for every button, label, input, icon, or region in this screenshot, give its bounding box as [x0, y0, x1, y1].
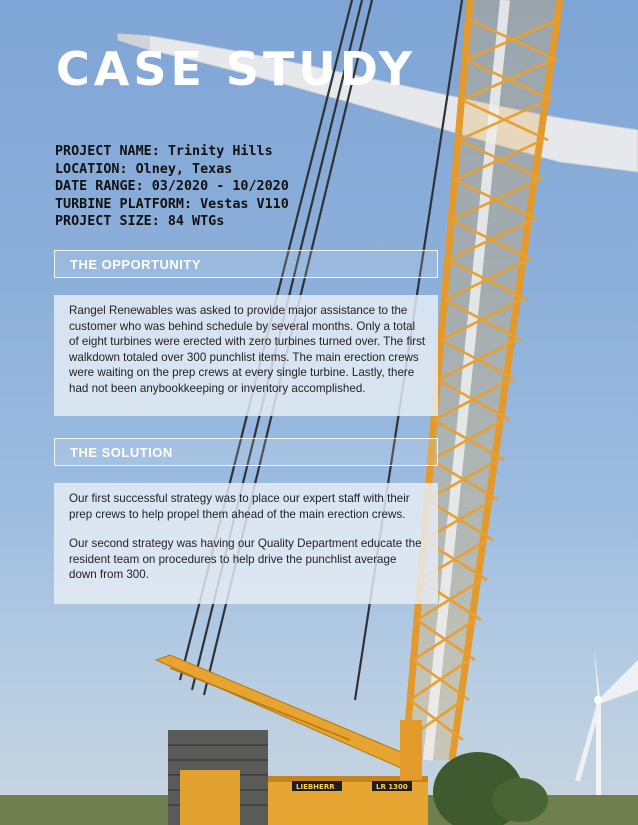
turbine-platform-value: Vestas V110 [200, 196, 289, 212]
distant-turbine-image [575, 648, 638, 800]
turbine-platform-label: TURBINE PLATFORM: [55, 196, 193, 212]
project-size-value: 84 WTGs [167, 214, 225, 230]
page-title: CASE STUDY [56, 42, 416, 96]
project-name-row [55, 143, 289, 161]
crane-base-image [168, 720, 428, 825]
turbine-platform-row [55, 196, 289, 214]
project-size-row [55, 213, 289, 231]
crane-brand-label: LIEBHERR [296, 783, 335, 791]
date-range-row [55, 178, 289, 196]
project-size-label: PROJECT SIZE: [55, 214, 160, 230]
solution-paragraph-2: Our second strategy was having our Quality Department educate the resident team on procedures to help drive the punchlist average down from 300. [69, 537, 422, 582]
location-value: Olney, Texas [135, 161, 233, 177]
opportunity-panel [54, 295, 438, 416]
date-range-value: 03/2020 - 10/2020 [151, 179, 289, 195]
solution-heading: THE SOLUTION [70, 445, 173, 460]
project-name-label: PROJECT NAME: [55, 144, 160, 159]
location-row [55, 161, 289, 179]
solution-header [54, 438, 438, 466]
crane-model-label: LR 1300 [376, 783, 408, 791]
project-info [55, 143, 289, 231]
opportunity-header [54, 250, 438, 278]
opportunity-heading: THE OPPORTUNITY [70, 257, 202, 272]
solution-panel [54, 483, 438, 604]
solution-paragraph-1: Our first successful strategy was to place our expert staff with their prep crews to help propel them ahead of the main erection crews. [69, 492, 410, 521]
project-name-value: Trinity Hills [167, 144, 273, 159]
date-range-label: DATE RANGE: [55, 179, 144, 195]
location-label: LOCATION: [55, 161, 128, 177]
opportunity-text: Rangel Renewables was asked to provide major assistance to the customer who was behind schedule by several months. Only a total of eight turbines were erected with zero turbines turned over. The first walkdown totaled over 300 punchlist items. The main erection crews were waiting on the prep crews at every single turbine. Lastly, there had not been anybookkeeping or inventory accomplished. [69, 304, 426, 395]
